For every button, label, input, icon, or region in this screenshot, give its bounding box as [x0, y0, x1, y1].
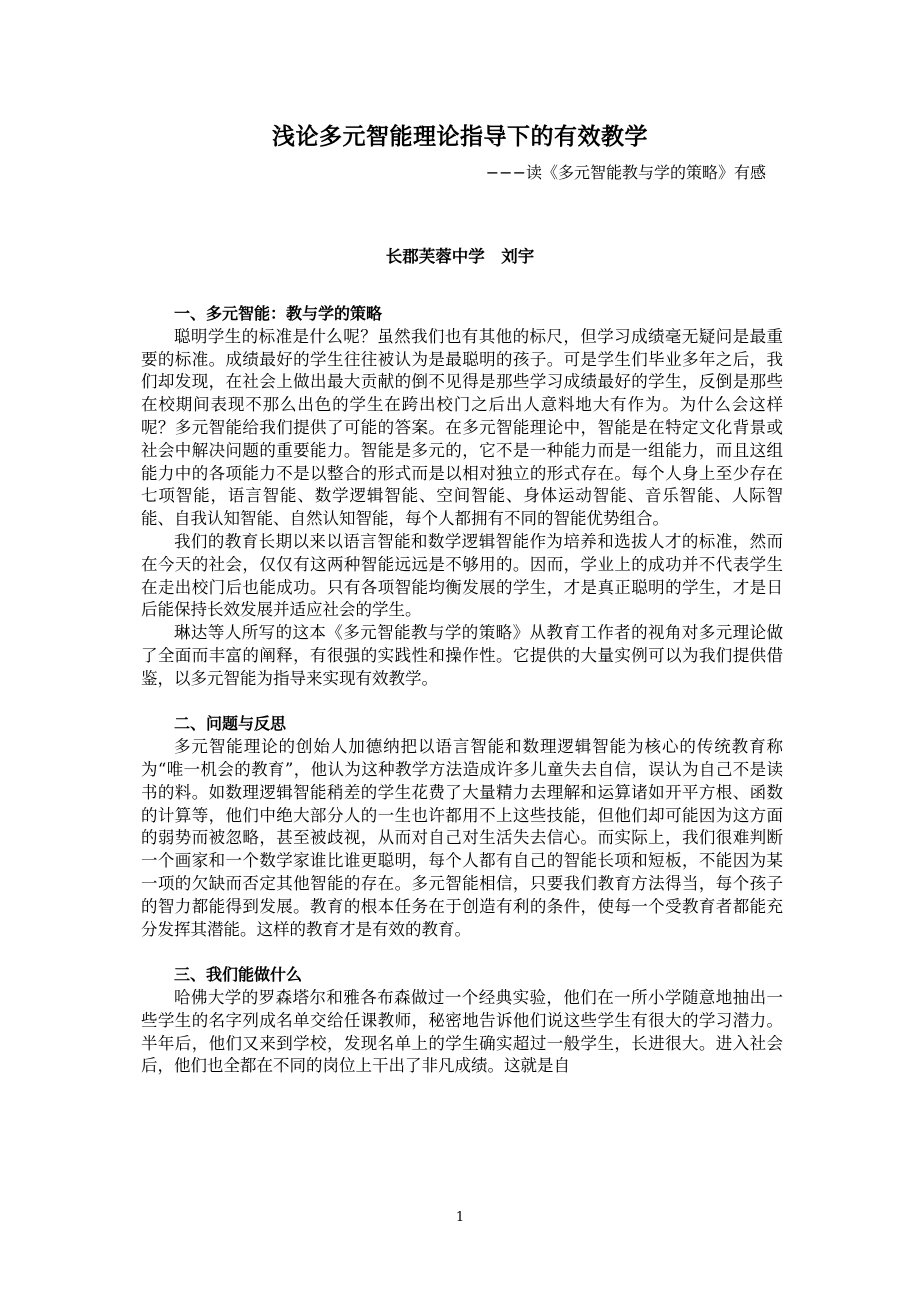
section-spacer	[141, 691, 783, 714]
section-2	[141, 713, 783, 941]
paragraph: 琳达等人所写的这本《多元智能教与学的策略》从教育工作者的视角对多元理论做了全面而丰富的阐释，有很强的实践性和操作性。它提供的大量实例可以为我们提供借鉴，以多元智能为指导来实现有效教学。	[141, 623, 783, 688]
page-number: 1	[455, 1210, 465, 1225]
section-heading: 三、我们能做什么	[174, 965, 303, 985]
paragraph: 哈佛大学的罗森塔尔和雅各布森做过一个经典实验，他们在一所小学随意地抽出一些学生的名字列成名单交给任课教师，秘密地告诉他们说这些学生有很大的学习潜力。半年后，他们又来到学校，发现名单上的学生确实超过一般学生，长进很大。进入社会后，他们也全都在不同的岗位上干出了非凡成绩。这就是自	[141, 987, 783, 1076]
section-heading: 一、多元智能：教与学的策略	[174, 304, 383, 323]
document-body	[141, 303, 783, 1078]
section-1	[141, 303, 783, 691]
section-3	[141, 964, 783, 1078]
section-heading: 二、问题与反思	[174, 714, 287, 734]
document-title: 浅论多元智能理论指导下的有效教学	[272, 124, 648, 150]
paragraph: 聪明学生的标准是什么呢？虽然我们也有其他的标尺，但学习成绩毫无疑问是最重要的标准。成绩最好的学生往往被认为是最聪明的孩子。可是学生们毕业多年之后，我们却发现，在社会上做出最大贡献的倒不见得是那些学习成绩最好的学生，反倒是那些在校期间表现不那么出色的学生在跨出校门之后出人意料地大有作为。为什么会这样呢？多元智能给我们提供了可能的答案。在多元智能理论中，智能是在特定文化背景或社会中解决问题的重要能力。智能是多元的，它不是一种能力而是一组能力，而且这组能力中的各项能力不是以整合的形式而是以相对独立的形式存在。每个人身上至少存在七项智能，语言智能、数学逻辑智能、空间智能、身体运动智能、音乐智能、人际智能、自我认知智能、自然认知智能，每个人都拥有不同的智能优势组合。	[141, 326, 783, 529]
paragraph: 我们的教育长期以来以语言智能和数学逻辑智能作为培养和选拔人才的标准，然而在今天的社会，仅仅有这两种智能远远是不够用的。因而，学业上的成功并不代表学生在走出校门后也能成功。只有各项智能均衡发展的学生，才是真正聪明的学生，才是日后能保持长效发展并适应社会的学生。	[141, 531, 783, 620]
section-spacer	[141, 941, 783, 964]
document-subtitle: −−−读《多元智能教与学的策略》有感	[485, 163, 766, 182]
paragraph: 多元智能理论的创始人加德纳把以语言智能和数理逻辑智能为核心的传统教育称为“唯一机会的教育”，他认为这种教学方法造成许多儿童失去自信，误认为自己不是读书的料。如数理逻辑智能稍差的学生花费了大量精力去理解和运算诸如开平方根、函数的计算等，他们中绝大部分人的一生也许都用不上这些技能，但他们却可能因为这方面的弱势而被忽略，甚至被歧视，从而对自己对生活失去信心。而实际上，我们很难判断一个画家和一个数学家谁比谁更聪明，每个人都有自己的智能长项和短板，不能因为某一项的欠缺而否定其他智能的存在。多元智能相信，只要我们教育方法得当，每个孩子的智力都能得到发展。教育的根本任务在于创造有利的条件，使每一个受教育者都能充分发挥其潜能。这样的教育才是有效的教育。	[141, 737, 783, 939]
document-author: 长郡芙蓉中学 刘宇	[385, 247, 535, 266]
